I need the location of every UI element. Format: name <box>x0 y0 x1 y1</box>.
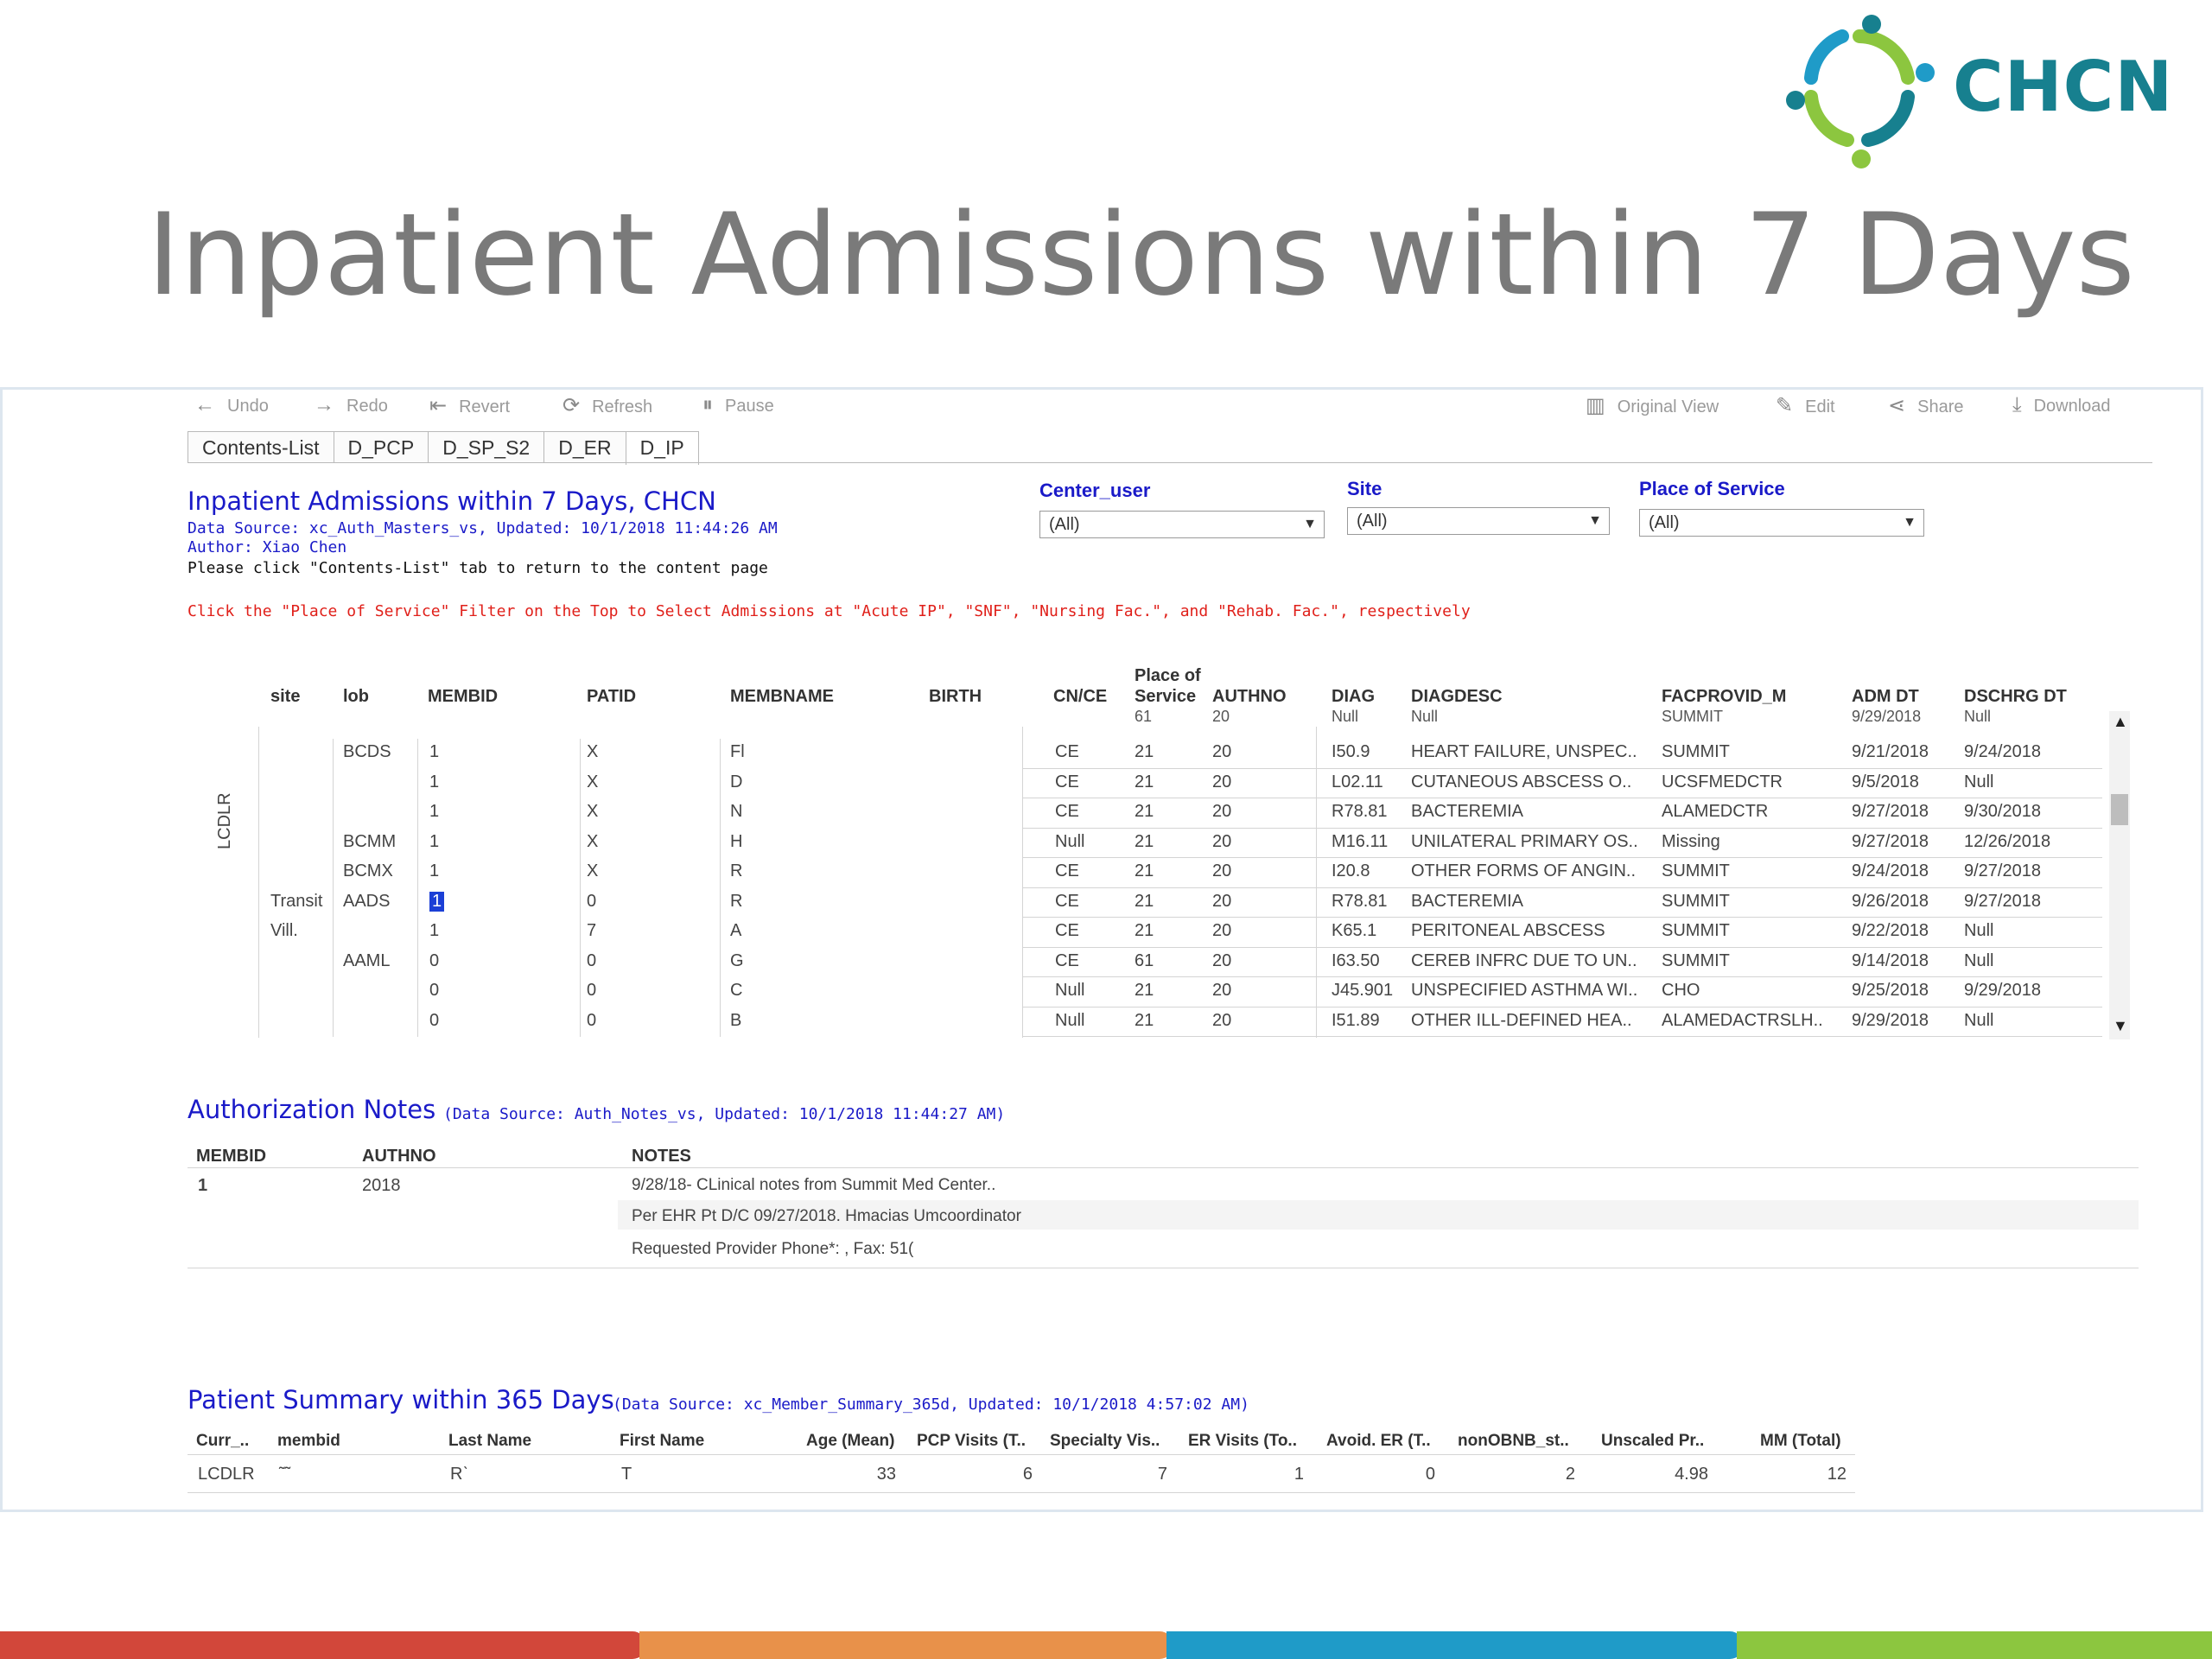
col-header-diagdesc-sub: Null <box>1411 708 1439 725</box>
cell-auth: 20 <box>1212 831 1232 851</box>
cell-membid: 1 <box>429 802 440 821</box>
summary-col-header: Unscaled Pr.. <box>1601 1432 1705 1450</box>
share-button[interactable]: ⋖ Share <box>1888 394 1964 417</box>
cell-patid: X <box>587 831 599 851</box>
column-divider <box>720 739 721 1037</box>
cell-desc: BACTEREMIA <box>1411 802 1524 821</box>
cell-patid: 7 <box>587 921 597 940</box>
col-header-dschrg-dt-sub: Null <box>1964 708 1992 725</box>
footer-bar-blue <box>1166 1631 1744 1659</box>
cell-auth: 20 <box>1212 772 1232 791</box>
note-line: 9/28/18- CLinical notes from Summit Med Center.. <box>632 1176 996 1194</box>
cell-fac: ALAMEDACTRSLH.. <box>1662 1010 1823 1030</box>
cell-name: B <box>730 1010 742 1030</box>
summary-cell: 1 <box>1294 1465 1304 1484</box>
cell-site: Vill. <box>270 921 298 940</box>
cell-cnce: CE <box>1055 802 1079 821</box>
cell-diag: R78.81 <box>1332 891 1388 911</box>
notes-authno: 2018 <box>362 1176 401 1195</box>
tab-d-er[interactable]: D_ER <box>543 431 626 463</box>
grid-scrollbar[interactable] <box>2109 711 2130 1039</box>
cell-dis: 9/29/2018 <box>1964 981 2041 1000</box>
pause-button[interactable]: ⏸ Pause <box>702 393 774 416</box>
col-header-authno-sub: 20 <box>1212 708 1230 725</box>
chevron-down-icon: ▼ <box>1903 515 1916 530</box>
cell-desc: UNILATERAL PRIMARY OS.. <box>1411 831 1638 851</box>
cell-lob: AADS <box>343 891 391 911</box>
col-header-adm-dt-sub: 9/29/2018 <box>1852 708 1922 725</box>
cell-patid: X <box>587 802 599 821</box>
cell-membid: 1 <box>429 831 440 851</box>
cell-adm: 9/24/2018 <box>1852 861 1929 880</box>
revert-button[interactable]: ⇤ Revert <box>429 394 511 417</box>
cell-site: Transit <box>270 891 323 911</box>
summary-col-header: Curr_.. <box>196 1432 250 1450</box>
cell-adm: 9/21/2018 <box>1852 742 1929 761</box>
cell-desc: CEREB INFRC DUE TO UN.. <box>1411 950 1637 970</box>
share-icon: ⋖ <box>1888 394 1906 417</box>
col-header-cnce: CN/CE <box>1053 687 1108 706</box>
scroll-down-icon[interactable]: ▼ <box>2113 1017 2128 1034</box>
cell-name: N <box>730 802 743 821</box>
cell-name: A <box>730 921 742 940</box>
summary-col-header: Specialty Vis.. <box>1050 1432 1160 1450</box>
summary-col-header: Last Name <box>448 1432 532 1450</box>
patient-summary-source: (Data Source: xc_Member_Summary_365d, Updated: 10/1/2018 4:57:02 AM) <box>613 1395 1249 1414</box>
col-header-adm-dt: ADM DT <box>1852 687 1919 706</box>
cell-fac: SUMMIT <box>1662 861 1730 880</box>
cell-adm: 9/27/2018 <box>1852 802 1929 821</box>
cell-lob: BCDS <box>343 742 391 761</box>
cell-cnce: CE <box>1055 772 1079 791</box>
cell-cnce: CE <box>1055 742 1079 761</box>
chcn-logo-mark <box>1782 10 1937 171</box>
cell-diag: J45.901 <box>1332 981 1394 1000</box>
auth-notes-source: (Data Source: Auth_Notes_vs, Updated: 10/1/2018 11:44:27 AM) <box>443 1105 1006 1123</box>
cell-fac: SUMMIT <box>1662 921 1730 940</box>
summary-cell: 12 <box>1827 1465 1847 1484</box>
summary-bottom-divider <box>188 1492 1855 1493</box>
cell-auth: 20 <box>1212 802 1232 821</box>
col-header-diagdesc: DIAGDESC <box>1411 687 1503 706</box>
pause-icon: ⏸ <box>702 393 713 416</box>
original-view-button[interactable]: ▥ Original View <box>1586 394 1719 417</box>
summary-cell: 33 <box>876 1465 896 1484</box>
cell-desc: PERITONEAL ABSCESS <box>1411 921 1605 940</box>
dashboard-panel <box>0 387 2203 1512</box>
cell-membid: 0 <box>429 981 440 1000</box>
summary-col-header: PCP Visits (T.. <box>917 1432 1027 1450</box>
cell-membid: 1 <box>429 772 440 791</box>
row-divider <box>1022 887 2102 888</box>
col-header-diag-sub: Null <box>1332 708 1359 725</box>
summary-col-header: nonOBNB_st.. <box>1458 1432 1569 1450</box>
cell-pos: 21 <box>1135 772 1154 791</box>
cell-lob: AAML <box>343 950 391 970</box>
notes-header-divider <box>188 1167 2139 1168</box>
cell-dis: 12/26/2018 <box>1964 831 2051 851</box>
cell-auth: 20 <box>1212 950 1232 970</box>
tab-d-sp-s2[interactable]: D_SP_S2 <box>428 431 544 463</box>
grid-divider <box>258 727 259 1038</box>
cell-dis: Null <box>1964 1010 1994 1030</box>
cell-dis: Null <box>1964 772 1994 791</box>
cell-cnce: Null <box>1055 981 1085 1000</box>
site-select[interactable]: (All) ▼ <box>1347 507 1610 535</box>
cell-auth: 20 <box>1212 742 1232 761</box>
summary-col-header: MM (Total) <box>1760 1432 1841 1450</box>
cell-diag: I20.8 <box>1332 861 1370 880</box>
cell-desc: UNSPECIFIED ASTHMA WI.. <box>1411 981 1638 1000</box>
col-header-pos-1: Place of <box>1135 666 1201 685</box>
row-divider <box>1022 976 2102 977</box>
cell-adm: 9/27/2018 <box>1852 831 1929 851</box>
filter-label-center-user: Center_user <box>1039 480 1151 501</box>
row-divider <box>1022 828 2102 829</box>
col-header-birth: BIRTH <box>929 687 982 706</box>
report-author: Author: Xiao Chen <box>188 538 347 556</box>
pencil-icon: ✎ <box>1776 394 1794 417</box>
summary-col-header: Avoid. ER (T.. <box>1326 1432 1431 1450</box>
cell-patid: 0 <box>587 1010 597 1030</box>
cell-membid: 0 <box>429 950 440 970</box>
cell-patid: X <box>587 861 599 880</box>
filter-note: Click the "Place of Service" Filter on the Top to Select Admissions at "Acute IP", "SNF", "Nursing Fac.", and "Rehab. Fac.", respectively <box>188 602 1471 620</box>
row-divider <box>1022 947 2102 948</box>
cell-membid: 1 <box>429 861 440 880</box>
column-divider <box>417 739 418 1037</box>
notes-header-authno: AUTHNO <box>362 1147 436 1166</box>
cell-membid: 0 <box>429 1010 440 1030</box>
undo-icon: ← <box>194 393 215 416</box>
cell-cnce: CE <box>1055 861 1079 880</box>
cell-patid: X <box>587 742 599 761</box>
chevron-down-icon: ▼ <box>1588 513 1602 528</box>
cell-lob: BCMM <box>343 831 397 851</box>
cell-diag: I50.9 <box>1332 742 1370 761</box>
col-header-facprovid: FACPROVID_M <box>1662 687 1787 706</box>
cell-name: D <box>730 772 743 791</box>
summary-cell: ˜˜ <box>279 1465 291 1484</box>
summary-cell: 4.98 <box>1675 1465 1708 1484</box>
column-divider <box>333 739 334 1037</box>
footer-bar-red <box>0 1631 646 1659</box>
cell-pos: 21 <box>1135 921 1154 940</box>
summary-col-header: First Name <box>620 1432 705 1450</box>
report-instruction: Please click "Contents-List" tab to return to the content page <box>188 559 768 577</box>
col-header-lob: lob <box>343 687 369 706</box>
cell-fac: ALAMEDCTR <box>1662 802 1769 821</box>
cell-dis: 9/24/2018 <box>1964 742 2041 761</box>
cell-lob: BCMX <box>343 861 393 880</box>
cell-adm: 9/29/2018 <box>1852 1010 1929 1030</box>
cell-pos: 21 <box>1135 802 1154 821</box>
scroll-up-icon[interactable]: ▲ <box>2113 713 2128 730</box>
cell-membid: 1 <box>429 742 440 761</box>
col-header-membname: MEMBNAME <box>730 687 834 706</box>
cell-diag: K65.1 <box>1332 921 1377 940</box>
cell-cnce: CE <box>1055 921 1079 940</box>
cell-fac: SUMMIT <box>1662 742 1730 761</box>
cell-cnce: CE <box>1055 950 1079 970</box>
cell-auth: 20 <box>1212 1010 1232 1030</box>
summary-cell: Rˋ <box>450 1465 469 1484</box>
cell-diag: M16.11 <box>1332 831 1389 851</box>
refresh-icon: ⟳ <box>563 394 581 417</box>
footer-bar-orange <box>639 1631 1173 1659</box>
col-header-site: site <box>270 687 301 706</box>
cell-pos: 21 <box>1135 831 1154 851</box>
summary-cell: 2 <box>1565 1465 1575 1484</box>
center-user-select[interactable]: (All) ▼ <box>1039 511 1325 538</box>
place-of-service-select[interactable]: (All) ▼ <box>1639 509 1924 537</box>
summary-header-divider <box>188 1454 1855 1455</box>
sheet-tabs <box>188 431 698 462</box>
column-divider <box>1316 727 1317 1038</box>
cell-name: R <box>730 861 743 880</box>
col-header-facprovid-sub: SUMMIT <box>1662 708 1723 725</box>
cell-desc: OTHER FORMS OF ANGIN.. <box>1411 861 1637 880</box>
cell-name: C <box>730 981 743 1000</box>
col-header-authno: AUTHNO <box>1212 687 1287 706</box>
col-header-pos-2: Service <box>1135 687 1197 706</box>
cell-desc: HEART FAILURE, UNSPEC.. <box>1411 742 1637 761</box>
chcn-logo <box>1782 10 2174 171</box>
cell-fac: UCSFMEDCTR <box>1662 772 1783 791</box>
summary-col-header: membid <box>277 1432 340 1450</box>
cell-desc: OTHER ILL-DEFINED HEA.. <box>1411 1010 1632 1030</box>
cell-adm: 9/26/2018 <box>1852 891 1929 911</box>
cell-fac: SUMMIT <box>1662 950 1730 970</box>
row-divider <box>1022 857 2102 858</box>
footer-bar-green <box>1737 1631 2212 1659</box>
cell-adm: 9/25/2018 <box>1852 981 1929 1000</box>
auth-notes-title: Authorization Notes <box>188 1095 436 1124</box>
col-header-pos-sub: 61 <box>1135 708 1153 725</box>
notes-membid: 1 <box>198 1176 208 1195</box>
summary-cell: LCDLR <box>198 1465 255 1484</box>
col-header-dschrg-dt: DSCHRG DT <box>1964 687 2067 706</box>
filter-label-place-of-service: Place of Service <box>1639 478 1785 499</box>
summary-col-header: ER Visits (To.. <box>1188 1432 1297 1450</box>
cell-auth: 20 <box>1212 921 1232 940</box>
column-divider <box>580 739 581 1037</box>
cell-dis: Null <box>1964 921 1994 940</box>
slide-title: Inpatient Admissions within 7 Days <box>147 188 2135 321</box>
col-header-patid: PATID <box>587 687 637 706</box>
note-line: Requested Provider Phone*: , Fax: 51( <box>632 1240 914 1258</box>
cell-dis: 9/27/2018 <box>1964 891 2041 911</box>
cell-name: R <box>730 891 743 911</box>
cell-fac: CHO <box>1662 981 1700 1000</box>
cell-patid: X <box>587 772 599 791</box>
row-group-label: LCDLR <box>215 792 234 849</box>
cell-fac: Missing <box>1662 831 1720 851</box>
cell-adm: 9/5/2018 <box>1852 772 1919 791</box>
redo-icon: → <box>314 393 334 416</box>
cell-patid: 0 <box>587 950 597 970</box>
cell-auth: 20 <box>1212 861 1232 880</box>
tab-d-ip[interactable]: D_IP <box>626 431 699 465</box>
cell-dis: 9/27/2018 <box>1964 861 2041 880</box>
revert-icon: ⇤ <box>429 394 448 417</box>
summary-cell: 7 <box>1157 1465 1167 1484</box>
cell-patid: 0 <box>587 891 597 911</box>
column-divider <box>1022 727 1023 1038</box>
download-button[interactable]: ⤓ Download <box>2012 393 2111 416</box>
cell-pos: 21 <box>1135 742 1154 761</box>
summary-cell: T <box>621 1465 632 1484</box>
cell-auth: 20 <box>1212 981 1232 1000</box>
cell-fac: SUMMIT <box>1662 891 1730 911</box>
refresh-button[interactable]: ⟳ Refresh <box>563 394 653 417</box>
cell-name: G <box>730 950 744 970</box>
cell-membid: 1 <box>429 892 444 912</box>
notes-header-notes: NOTES <box>632 1147 691 1166</box>
cell-pos: 21 <box>1135 1010 1154 1030</box>
cell-diag: L02.11 <box>1332 772 1383 791</box>
cell-cnce: Null <box>1055 1010 1085 1030</box>
row-divider <box>1022 1036 2102 1037</box>
col-header-diag: DIAG <box>1332 687 1375 706</box>
download-icon: ⤓ <box>2012 393 2022 416</box>
cell-adm: 9/22/2018 <box>1852 921 1929 940</box>
redo-button[interactable]: → Redo <box>314 393 388 416</box>
bar-chart-icon: ▥ <box>1586 394 1605 417</box>
cell-desc: BACTEREMIA <box>1411 891 1524 911</box>
report-title: Inpatient Admissions within 7 Days, CHCN <box>188 486 716 516</box>
cell-auth: 20 <box>1212 891 1232 911</box>
note-line: Per EHR Pt D/C 09/27/2018. Hmacias Umcoordinator <box>632 1207 1021 1225</box>
col-header-membid: MEMBID <box>428 687 499 706</box>
cell-dis: 9/30/2018 <box>1964 802 2041 821</box>
scroll-thumb[interactable] <box>2111 794 2128 825</box>
cell-diag: I51.89 <box>1332 1010 1380 1030</box>
cell-pos: 61 <box>1135 950 1154 970</box>
report-data-source: Data Source: xc_Auth_Masters_vs, Updated: 10/1/2018 11:44:26 AM <box>188 519 778 537</box>
cell-diag: R78.81 <box>1332 802 1388 821</box>
row-divider <box>1022 917 2102 918</box>
filter-label-site: Site <box>1347 478 1382 499</box>
patient-summary-title: Patient Summary within 365 Days <box>188 1385 614 1414</box>
cell-diag: I63.50 <box>1332 950 1380 970</box>
toolbar <box>3 390 2201 423</box>
logo-text: CHCN <box>1953 47 2174 127</box>
cell-pos: 21 <box>1135 981 1154 1000</box>
edit-button[interactable]: ✎ Edit <box>1776 394 1835 417</box>
chevron-down-icon: ▼ <box>1303 517 1317 531</box>
cell-pos: 21 <box>1135 861 1154 880</box>
cell-name: H <box>730 831 743 851</box>
cell-membid: 1 <box>429 921 440 940</box>
tab-divider <box>188 462 2152 463</box>
row-divider <box>1022 768 2102 769</box>
tab-contents-list[interactable]: Contents-List <box>188 431 334 463</box>
notes-header-membid: MEMBID <box>196 1147 267 1166</box>
summary-col-header: Age (Mean) <box>806 1432 895 1450</box>
cell-cnce: CE <box>1055 891 1079 911</box>
cell-dis: Null <box>1964 950 1994 970</box>
summary-cell: 0 <box>1425 1465 1435 1484</box>
summary-cell: 6 <box>1022 1465 1033 1484</box>
cell-patid: 0 <box>587 981 597 1000</box>
cell-cnce: Null <box>1055 831 1085 851</box>
tab-d-pcp[interactable]: D_PCP <box>334 431 429 463</box>
cell-adm: 9/14/2018 <box>1852 950 1929 970</box>
cell-desc: CUTANEOUS ABSCESS O.. <box>1411 772 1632 791</box>
cell-name: Fl <box>730 742 745 761</box>
cell-pos: 21 <box>1135 891 1154 911</box>
undo-button[interactable]: ← Undo <box>194 393 269 416</box>
